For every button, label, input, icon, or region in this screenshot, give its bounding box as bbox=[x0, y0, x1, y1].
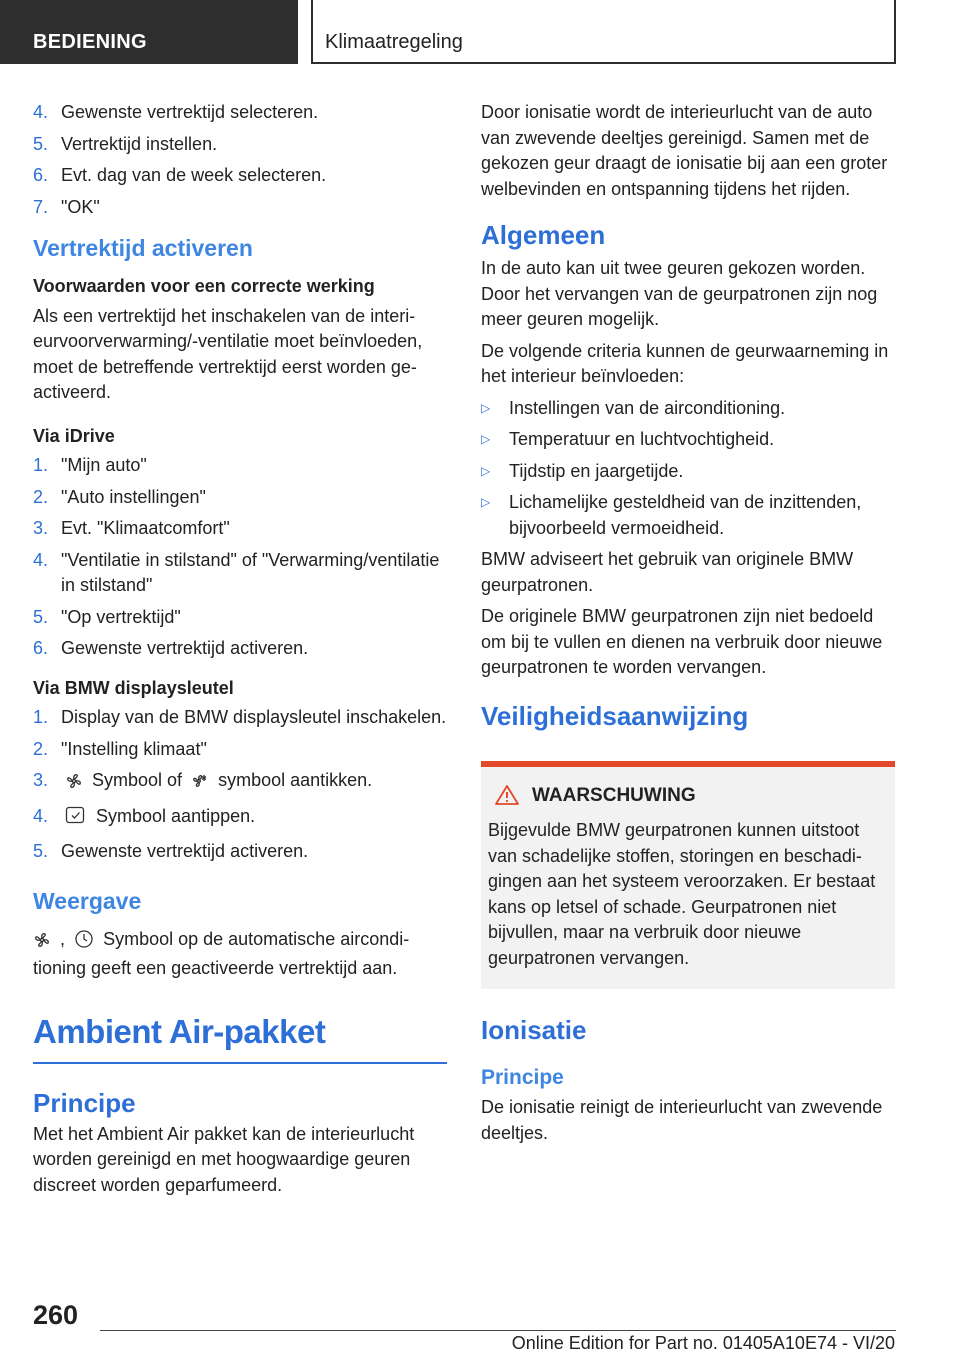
list-item: 5. "Op vertrektijd" bbox=[33, 606, 181, 627]
page-header bbox=[0, 0, 960, 64]
bullet-icon: ▷ bbox=[481, 432, 491, 446]
phone-check-icon bbox=[65, 806, 87, 834]
bullet-icon: ▷ bbox=[481, 400, 491, 415]
idrive-steps-list bbox=[33, 453, 447, 662]
heading-weergave: Weergave bbox=[33, 887, 142, 914]
chapter-title: Klimaatregeling bbox=[311, 0, 896, 64]
list-item: 6. Gewenste vertrektijd activeren. bbox=[33, 638, 309, 658]
list-item: 4. Gewenste vertrektijd selecteren. bbox=[33, 102, 319, 122]
footer-divider bbox=[100, 1330, 896, 1331]
list-item: 7. "OK" bbox=[33, 196, 100, 217]
warning-text: Bijgevulde BMW geurpatronen kunnen uitstoot van schadelijke stoffen, storingen en beschadigingen aan het systeem veroorzaken. Er bestaat kans op letsel of schade. Geurpatronen niet bijvullen, maar na verbruik door nieuwe geurpatronen vervangen. bbox=[488, 820, 876, 968]
paragraph-ionisatie-intro: Door ionisatie wordt de interieurlucht van de auto van zwevende deeltjes gereinigd. Samen met de gekozen geur draagt de ionisatie bij aan een groter welbevinden en ontspanning tijdens het rijden. bbox=[481, 102, 888, 199]
paragraph-algemeen-2: De volgende criteria kunnen de geurwaarneming in het interieur beïnvloeden: bbox=[481, 340, 889, 386]
paragraph-voorwaarden: Als een vertrektijd het inschakelen van de interieurvoorverwarming/-ventilatie moet beïnvloeden, moet de betreffende vertrektijd eerst worden geactiveerd. bbox=[33, 305, 423, 402]
list-item: 4. Symbool aantippen. bbox=[33, 804, 447, 834]
paragraph-origineel: De originele BMW geurpatronen zijn niet bedoeld om bij te vullen en dienen na verbruik door nieuwe geurpatronen te worden vervangen. bbox=[481, 606, 883, 677]
list-item: ▷ Temperatuur en luchtvochtigheid. bbox=[481, 427, 895, 453]
bullet-icon: ▷ bbox=[481, 463, 491, 478]
list-item: ▷ Instellingen van de airconditioning. bbox=[481, 396, 895, 422]
warning-triangle-icon bbox=[494, 784, 520, 806]
list-item: 1. Display van de BMW displaysleutel inschakelen. bbox=[33, 707, 447, 727]
heading-via-bmw-displaysleutel: Via BMW displaysleutel bbox=[33, 677, 234, 698]
list-item: ▷ Tijdstip en jaargetijde. bbox=[481, 459, 895, 485]
steps-list bbox=[33, 100, 447, 220]
right-column bbox=[481, 100, 895, 1152]
list-item: 5. Vertrektijd instellen. bbox=[33, 133, 218, 154]
paragraph-advies: BMW adviseert het gebruik van originele BMW geurpatronen. bbox=[481, 549, 854, 595]
bullet-icon: ▷ bbox=[481, 495, 491, 509]
warning-box bbox=[481, 761, 895, 990]
heading-algemeen: Algemeen bbox=[481, 220, 606, 250]
list-item: 2. "Instelling klimaat" bbox=[33, 738, 207, 759]
warning-title: WAARSCHUWING bbox=[532, 784, 696, 806]
heading-vertrektijd-activeren: Vertrektijd activeren bbox=[33, 235, 253, 261]
paragraph-algemeen-1: In de auto kan uit twee geuren gekozen worden. Door het vervangen van de geurpatronen zijn nog meer geuren mogelijk. bbox=[481, 258, 878, 329]
criteria-list bbox=[481, 396, 895, 542]
heading-ionisatie: Ionisatie bbox=[481, 1015, 587, 1045]
left-column bbox=[33, 100, 447, 1204]
section-tab: BEDIENING bbox=[0, 0, 298, 64]
clock-icon bbox=[74, 929, 94, 957]
edition-text: Online Edition for Part no. 01405A10E74 - VI/20 bbox=[511, 1333, 895, 1353]
paragraph-principe: Met het Ambient Air pakket kan de interieurlucht worden gereinigd en met hoogwaardige geuren discreet worden geparfumeerd. bbox=[33, 1123, 415, 1195]
heading-ambient-air-pakket: Ambient Air-pakket bbox=[33, 1012, 447, 1064]
fan-icon bbox=[33, 931, 51, 957]
page-number: 260 bbox=[33, 1300, 79, 1330]
fan-snow-icon bbox=[191, 772, 209, 798]
list-item: ▷ Lichamelijke gesteldheid van de inzittenden, bijvoorbeeld vermoeidheid. bbox=[481, 490, 895, 541]
heading-principe: Principe bbox=[33, 1087, 136, 1118]
page-footer bbox=[0, 1290, 960, 1362]
heading-via-idrive: Via iDrive bbox=[33, 425, 115, 446]
fan-icon bbox=[65, 772, 83, 798]
paragraph-weergave: , Symbool op de automatische airconditioning geeft een geactiveerde vertrektijd aan. bbox=[33, 928, 410, 978]
list-item: 4. "Ventilatie in stilstand" of "Verwarming/ventilatie in stilstand" bbox=[33, 549, 440, 595]
list-item: 3. Symbool of symbool aantikken. bbox=[33, 768, 447, 798]
list-item: 2. "Auto instellingen" bbox=[33, 486, 206, 507]
heading-veiligheidsaanwijzing: Veiligheidsaanwijzing bbox=[481, 700, 749, 731]
paragraph-principe-ionisatie: De ionisatie reinigt de interieurlucht van zwevende deeltjes. bbox=[481, 1097, 883, 1143]
heading-voorwaarden: Voorwaarden voor een correcte werking bbox=[33, 276, 375, 296]
list-item: 1. "Mijn auto" bbox=[33, 455, 147, 475]
list-item: 6. Evt. dag van de week selecteren. bbox=[33, 165, 327, 185]
heading-principe-ionisatie: Principe bbox=[481, 1066, 564, 1089]
list-item: 5. Gewenste vertrektijd activeren. bbox=[33, 841, 309, 861]
key-steps-list bbox=[33, 705, 447, 865]
list-item: 3. Evt. "Klimaatcomfort" bbox=[33, 518, 230, 538]
